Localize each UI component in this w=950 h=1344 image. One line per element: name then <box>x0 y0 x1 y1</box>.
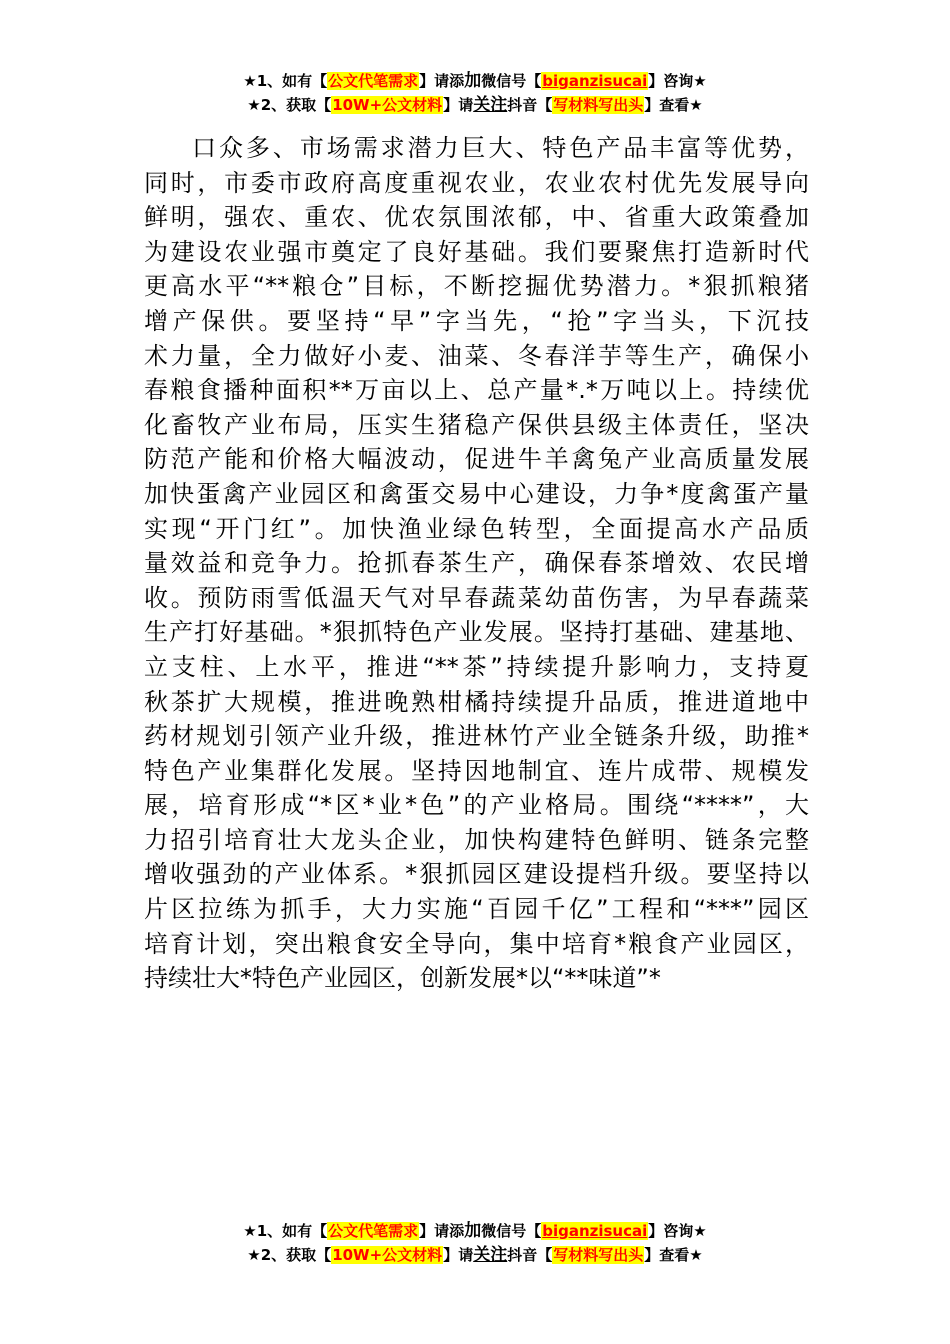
ad-emphasis: 加 <box>464 1221 482 1241</box>
ad-highlight-materials: 10W+公文材料 <box>332 96 443 114</box>
body-line: 增收强劲的产业体系。*狠抓园区建设提档升级。要坚持以 <box>144 860 809 889</box>
body-line: 立支柱、上水平，推进“**茶”持续提升影响力，支持夏 <box>144 652 809 681</box>
header-ad-line-2 <box>0 93 950 117</box>
ad-text: 】请添 <box>419 1222 465 1240</box>
body-line: 药材规划引领产业升级，推进林竹产业全链条升级，助推* <box>144 722 809 751</box>
body-line: 加快蛋禽产业园区和禽蛋交易中心建设，力争*度禽蛋产量 <box>144 479 809 508</box>
body-line: 春粮食播种面积**万亩以上、总产量*.*万吨以上。持续优 <box>144 376 809 405</box>
body-line: 实现“开门红”。加快渔业绿色转型，全面提高水产品质 <box>144 514 809 543</box>
body-line: 特色产业集群化发展。坚持因地制宜、连片成带、规模发 <box>144 756 809 785</box>
body-line: 生产打好基础。*狠抓特色产业发展。坚持打基础、建基地、 <box>144 618 809 647</box>
body-line: 鲜明，强农、重农、优农氛围浓郁，中、省重大政策叠加 <box>144 203 809 232</box>
ad-text: 抖音【 <box>507 96 553 114</box>
footer-ad-line-2 <box>0 1243 950 1267</box>
ad-emphasis: 关注 <box>473 95 508 115</box>
header-ad-line-1 <box>0 69 950 93</box>
ad-highlight-service: 公文代笔需求 <box>328 1222 419 1240</box>
ad-emphasis: 加 <box>464 71 482 91</box>
body-line: 展，培育形成“*区*业*色”的产业格局。围绕“****”，大 <box>144 791 809 820</box>
ad-text: 】请 <box>443 96 474 114</box>
ad-text: ★1、如有【 <box>243 72 328 90</box>
footer-ad-line-1 <box>0 1219 950 1243</box>
body-line: 增产保供。要坚持“早”字当先，“抢”字当头，下沉技 <box>144 306 809 335</box>
body-line: 更高水平“**粮仓”目标，不断挖掘优势潜力。*狠抓粮猪 <box>144 272 809 301</box>
ad-text: 】咨询★ <box>648 72 707 90</box>
body-line: 为建设农业强市奠定了良好基础。我们要聚焦打造新时代 <box>144 237 809 266</box>
body-line: 同时，市委市政府高度重视农业，农业农村优先发展导向 <box>144 168 809 197</box>
body-line: 防范产能和价格大幅波动，促进牛羊禽兔产业高质量发展 <box>144 445 809 474</box>
body-line: 力招引培育壮大龙头企业，加快构建特色鲜明、链条完整 <box>144 825 809 854</box>
body-line: 片区拉练为抓手，大力实施“百园千亿”工程和“***”园区 <box>144 895 809 924</box>
ad-highlight-wechat-id[interactable]: biganzisucai <box>542 72 648 90</box>
body-line: 培育计划，突出粮食安全导向，集中培育*粮食产业园区， <box>144 929 809 958</box>
ad-text: 】查看★ <box>644 1246 703 1264</box>
body-line: 秋茶扩大规模，推进晚熟柑橘持续提升品质，推进道地中 <box>144 687 809 716</box>
footer-ad <box>0 1219 950 1267</box>
ad-highlight-douyin[interactable]: 写材料写出头 <box>553 96 644 114</box>
ad-text: 】咨询★ <box>648 1222 707 1240</box>
ad-highlight-wechat-id[interactable]: biganzisucai <box>542 1222 648 1240</box>
ad-highlight-materials: 10W+公文材料 <box>332 1246 443 1264</box>
body-line: 持续壮大*特色产业园区，创新发展*以“**味道”* <box>144 964 661 993</box>
body-line: 量效益和竞争力。抢抓春茶生产，确保春茶增效、农民增 <box>144 549 809 578</box>
ad-text: 微信号【 <box>481 1222 542 1240</box>
body-line: 术力量，全力做好小麦、油菜、冬春洋芋等生产，确保小 <box>144 341 809 370</box>
body-line: 收。预防雨雪低温天气对早春蔬菜幼苗伤害，为早春蔬菜 <box>144 583 809 612</box>
header-ad <box>0 69 950 117</box>
ad-text: 微信号【 <box>481 72 542 90</box>
ad-text: ★1、如有【 <box>243 1222 328 1240</box>
body-line: 化畜牧产业布局，压实生猪稳产保供县级主体责任，坚决 <box>144 410 809 439</box>
ad-text: ★2、获取【 <box>247 1246 332 1264</box>
ad-text: 抖音【 <box>507 1246 553 1264</box>
body-line: 口众多、市场需求潜力巨大、特色产品丰富等优势， <box>192 134 809 162</box>
ad-emphasis: 关注 <box>473 1245 508 1265</box>
ad-text: 】请 <box>443 1246 474 1264</box>
ad-highlight-douyin[interactable]: 写材料写出头 <box>553 1246 644 1264</box>
ad-text: ★2、获取【 <box>247 96 332 114</box>
ad-text: 】查看★ <box>644 96 703 114</box>
document-body <box>144 131 809 996</box>
ad-text: 】请添 <box>419 72 465 90</box>
ad-highlight-service: 公文代笔需求 <box>328 72 419 90</box>
